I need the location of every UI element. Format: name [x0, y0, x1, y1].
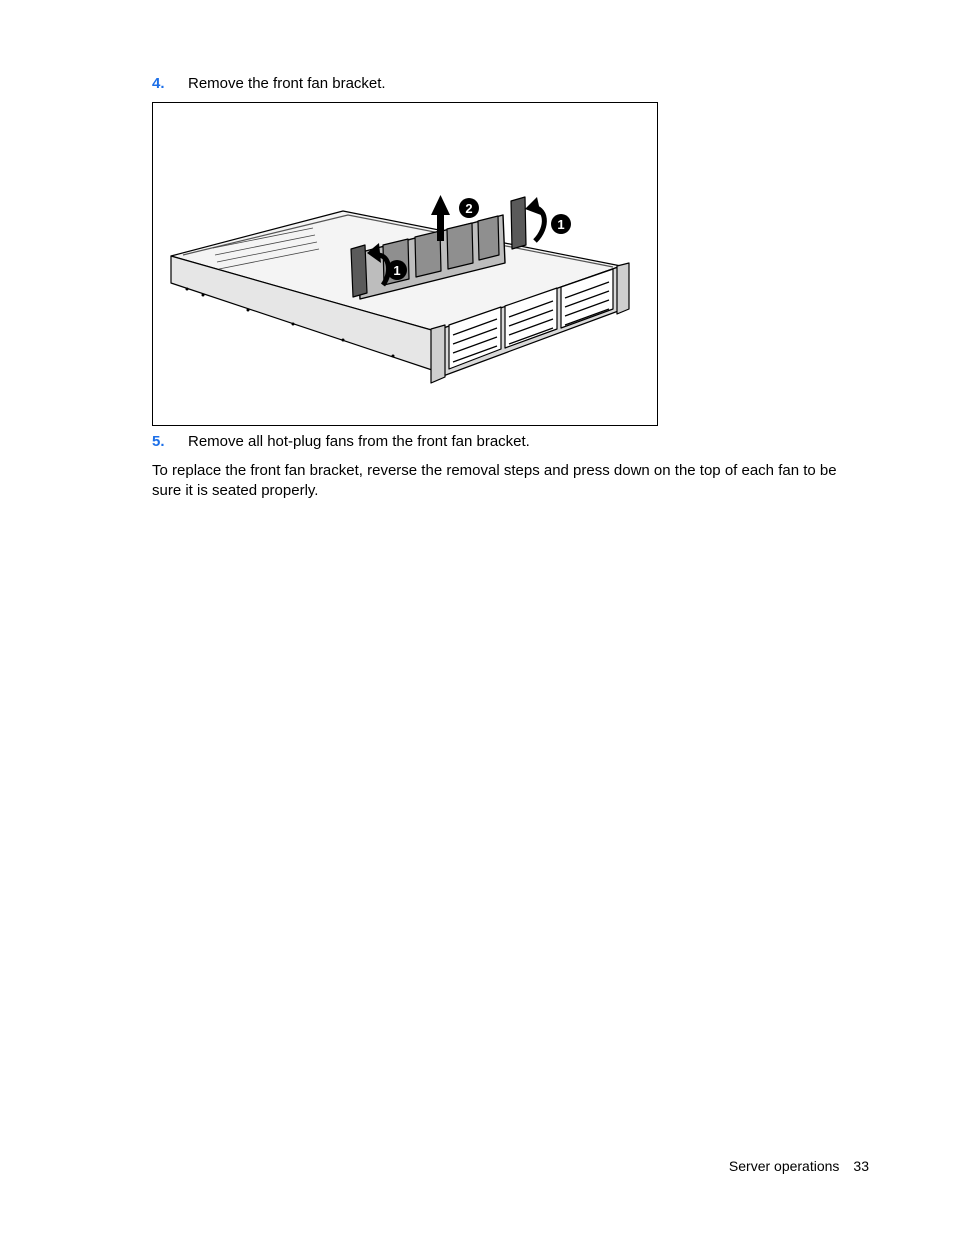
right-latch [511, 197, 526, 249]
rack-ear-left [431, 325, 445, 383]
rotate-arrow-right [525, 197, 544, 241]
body-paragraph: To replace the front fan bracket, reverse the removal steps and press down on the top of each fan to be sure it is seated properly. [152, 462, 837, 499]
callout-1-left [387, 260, 407, 280]
step-text: Remove all hot-plug fans from the front fan bracket. [188, 433, 530, 450]
server-chassis-illustration [152, 102, 658, 426]
step-5 [152, 433, 530, 451]
step-4 [152, 75, 386, 93]
callout-2 [459, 198, 479, 218]
rack-ear-right [617, 263, 629, 314]
page-footer [729, 1158, 869, 1174]
callout-1-right [551, 214, 571, 234]
step-number: 5. [152, 433, 165, 450]
svg-text:2: 2 [465, 201, 473, 216]
svg-text:1: 1 [393, 263, 401, 278]
svg-text:1: 1 [557, 217, 565, 232]
footer-section: Server operations [728, 1158, 840, 1174]
step-text: Remove the front fan bracket. [188, 75, 386, 92]
left-latch [351, 245, 367, 297]
step-number: 4. [152, 75, 165, 92]
page-number: 33 [853, 1158, 869, 1174]
